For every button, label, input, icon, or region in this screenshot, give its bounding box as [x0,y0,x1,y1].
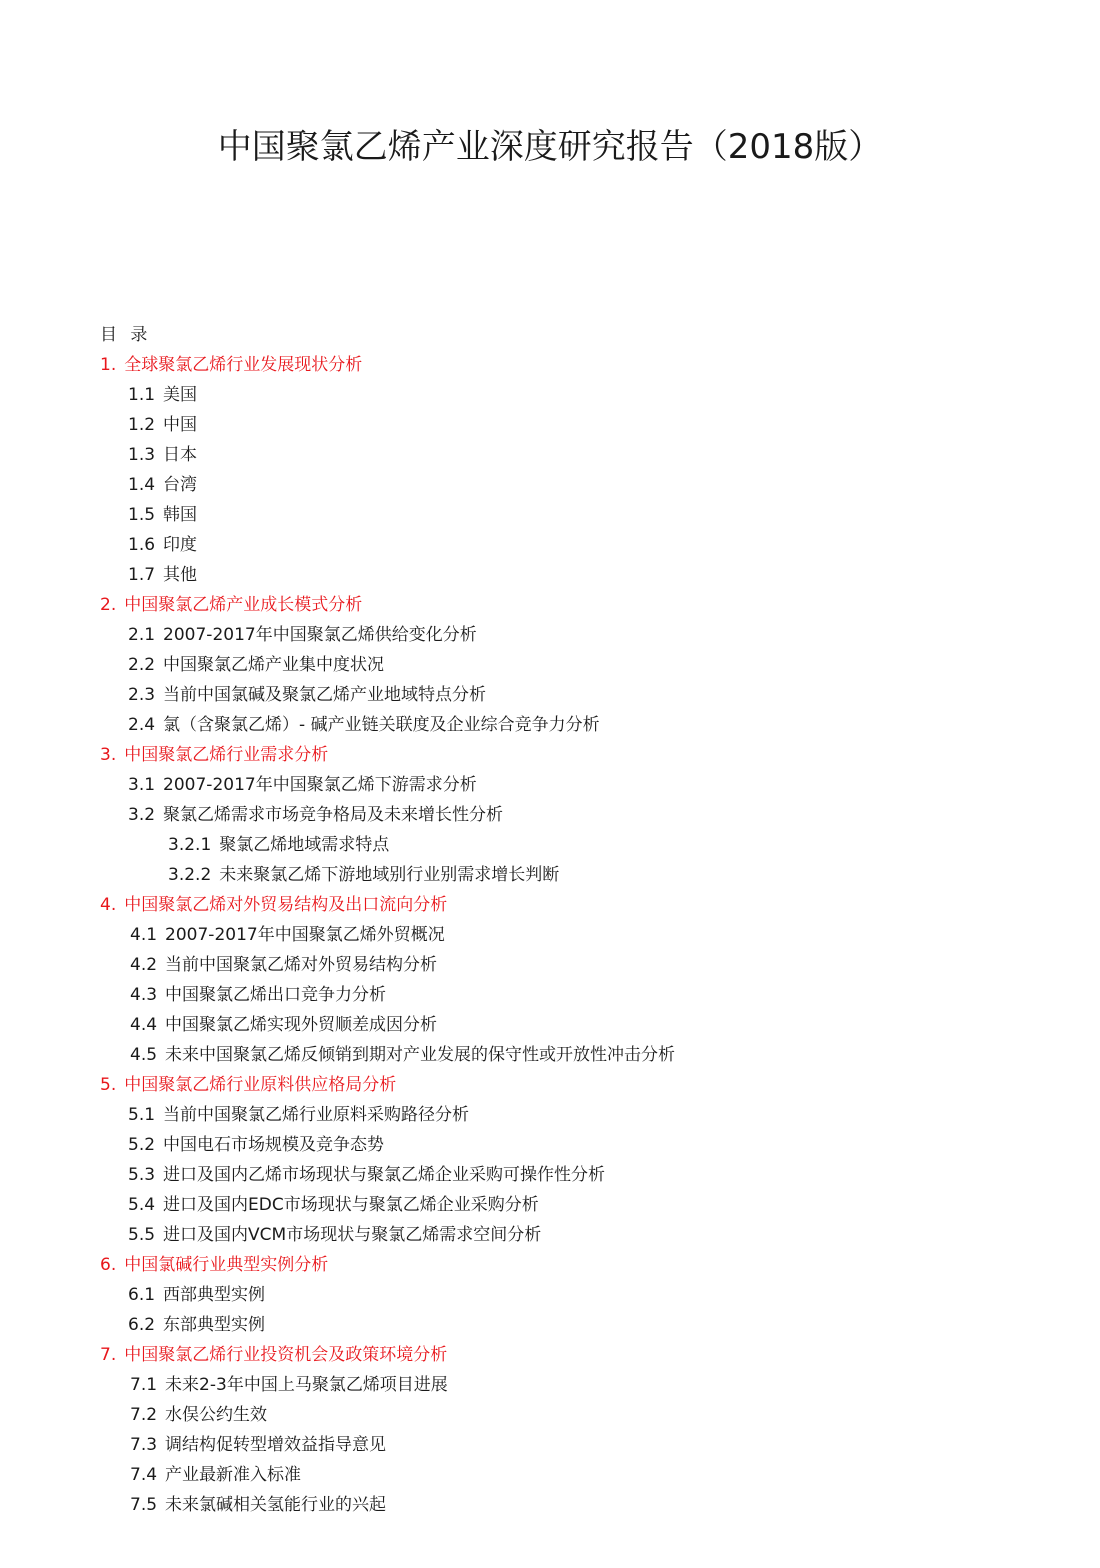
toc-chapter-5[interactable] [100,1070,1020,1100]
section-title: 2007-2017年中国聚氯乙烯下游需求分析 [163,775,477,795]
toc-section-7-3[interactable] [100,1430,1020,1460]
table-of-contents [100,320,1020,1520]
toc-section-5-4[interactable] [100,1190,1020,1220]
section-number: 3.1 [128,775,156,795]
section-title: 未来氯碱相关氢能行业的兴起 [165,1495,387,1515]
toc-chapter-3[interactable] [100,740,1020,770]
toc-section-6-2[interactable] [100,1310,1020,1340]
toc-section-7-5[interactable] [100,1490,1020,1520]
section-number: 3.2 [128,805,156,825]
section-number: 2.1 [128,625,156,645]
chapter-title: 中国聚氯乙烯产业成长模式分析 [124,595,363,615]
section-number: 1.4 [128,475,156,495]
toc-chapter-6[interactable] [100,1250,1020,1280]
toc-section-1-2[interactable] [100,410,1020,440]
section-number: 2.4 [128,715,156,735]
section-number: 5.1 [128,1105,156,1125]
chapter-number: 2. [100,595,117,615]
chapter-number: 7. [100,1345,117,1365]
section-number: 6.2 [128,1315,156,1335]
section-title: 台湾 [163,475,198,495]
toc-section-4-1[interactable] [100,920,1020,950]
toc-section-2-1[interactable] [100,620,1020,650]
chapter-title: 中国氯碱行业典型实例分析 [124,1255,329,1275]
section-number: 3.2.2 [168,865,212,885]
toc-chapter-7[interactable] [100,1340,1020,1370]
toc-section-6-1[interactable] [100,1280,1020,1310]
section-title: 其他 [163,565,198,585]
section-title: 进口及国内乙烯市场现状与聚氯乙烯企业采购可操作性分析 [163,1165,606,1185]
toc-section-2-3[interactable] [100,680,1020,710]
section-number: 5.4 [128,1195,156,1215]
toc-section-5-5[interactable] [100,1220,1020,1250]
toc-section-7-2[interactable] [100,1400,1020,1430]
section-title: 韩国 [163,505,198,525]
section-title: 2007-2017年中国聚氯乙烯外贸概况 [165,925,445,945]
toc-section-7-4[interactable] [100,1460,1020,1490]
chapter-number: 1. [100,355,117,375]
toc-section-3-1[interactable] [100,770,1020,800]
section-number: 5.3 [128,1165,156,1185]
toc-section-5-3[interactable] [100,1160,1020,1190]
section-title: 当前中国聚氯乙烯对外贸易结构分析 [165,955,438,975]
chapter-title: 中国聚氯乙烯对外贸易结构及出口流向分析 [124,895,448,915]
toc-section-4-4[interactable] [100,1010,1020,1040]
section-title: 西部典型实例 [163,1285,266,1305]
toc-section-1-4[interactable] [100,470,1020,500]
toc-section-7-1[interactable] [100,1370,1020,1400]
section-number: 1.6 [128,535,156,555]
section-title: 日本 [163,445,198,465]
section-title: 进口及国内EDC市场现状与聚氯乙烯企业采购分析 [163,1195,539,1215]
chapter-title: 中国聚氯乙烯行业需求分析 [124,745,329,765]
toc-chapter-4[interactable] [100,890,1020,920]
section-number: 2.2 [128,655,156,675]
chapter-number: 6. [100,1255,117,1275]
section-number: 1.5 [128,505,156,525]
toc-section-4-2[interactable] [100,950,1020,980]
toc-section-1-5[interactable] [100,500,1020,530]
chapter-title: 中国聚氯乙烯行业投资机会及政策环境分析 [124,1345,448,1365]
section-title: 当前中国聚氯乙烯行业原料采购路径分析 [163,1105,470,1125]
section-title: 氯（含聚氯乙烯）- 碱产业链关联度及企业综合竞争力分析 [163,715,600,735]
section-title: 当前中国氯碱及聚氯乙烯产业地域特点分析 [163,685,487,705]
toc-subsection-3-2-2[interactable] [100,860,1020,890]
section-number: 1.2 [128,415,156,435]
section-title: 进口及国内VCM市场现状与聚氯乙烯需求空间分析 [163,1225,542,1245]
section-number: 4.5 [130,1045,158,1065]
chapter-number: 5. [100,1075,117,1095]
toc-section-5-1[interactable] [100,1100,1020,1130]
section-title: 中国 [163,415,198,435]
chapter-title: 全球聚氯乙烯行业发展现状分析 [124,355,363,375]
section-title: 未来2-3年中国上马聚氯乙烯项目进展 [165,1375,448,1395]
section-title: 调结构促转型增效益指导意见 [165,1435,387,1455]
toc-subsection-3-2-1[interactable] [100,830,1020,860]
toc-section-1-7[interactable] [100,560,1020,590]
section-title: 中国聚氯乙烯出口竞争力分析 [165,985,387,1005]
section-number: 1.3 [128,445,156,465]
section-number: 4.2 [130,955,158,975]
section-number: 1.1 [128,385,156,405]
chapter-title: 中国聚氯乙烯行业原料供应格局分析 [124,1075,397,1095]
toc-section-1-3[interactable] [100,440,1020,470]
chapter-number: 3. [100,745,117,765]
section-number: 7.2 [130,1405,158,1425]
toc-section-4-3[interactable] [100,980,1020,1010]
section-title: 聚氯乙烯地域需求特点 [219,835,390,855]
toc-heading: 目 录 [100,325,152,345]
section-number: 5.5 [128,1225,156,1245]
section-title: 聚氯乙烯需求市场竞争格局及未来增长性分析 [163,805,504,825]
section-number: 3.2.1 [168,835,212,855]
section-number: 7.1 [130,1375,158,1395]
toc-section-2-4[interactable] [100,710,1020,740]
section-number: 2.3 [128,685,156,705]
section-title: 水俣公约生效 [165,1405,268,1425]
section-title: 中国聚氯乙烯实现外贸顺差成因分析 [165,1015,438,1035]
section-number: 6.1 [128,1285,156,1305]
section-title: 中国聚氯乙烯产业集中度状况 [163,655,385,675]
section-title: 中国电石市场规模及竞争态势 [163,1135,385,1155]
chapter-number: 4. [100,895,117,915]
section-number: 7.3 [130,1435,158,1455]
section-number: 4.1 [130,925,158,945]
toc-section-2-2[interactable] [100,650,1020,680]
section-title: 2007-2017年中国聚氯乙烯供给变化分析 [163,625,477,645]
section-number: 7.4 [130,1465,158,1485]
section-title: 美国 [163,385,198,405]
toc-section-3-2[interactable] [100,800,1020,830]
toc-section-1-1[interactable] [100,380,1020,410]
section-title: 印度 [163,535,198,555]
section-title: 产业最新准入标准 [165,1465,302,1485]
section-number: 1.7 [128,565,156,585]
toc-section-5-2[interactable] [100,1130,1020,1160]
section-number: 4.4 [130,1015,158,1035]
section-number: 7.5 [130,1495,158,1515]
toc-chapter-2[interactable] [100,590,1020,620]
toc-chapter-1[interactable] [100,350,1020,380]
section-number: 4.3 [130,985,158,1005]
toc-section-4-5[interactable] [100,1040,1020,1070]
section-title: 东部典型实例 [163,1315,266,1335]
document-title: 中国聚氯乙烯产业深度研究报告（2018版） [217,127,883,167]
section-number: 5.2 [128,1135,156,1155]
section-title: 未来中国聚氯乙烯反倾销到期对产业发展的保守性或开放性冲击分析 [165,1045,676,1065]
section-title: 未来聚氯乙烯下游地域别行业别需求增长判断 [219,865,560,885]
toc-section-1-6[interactable] [100,530,1020,560]
